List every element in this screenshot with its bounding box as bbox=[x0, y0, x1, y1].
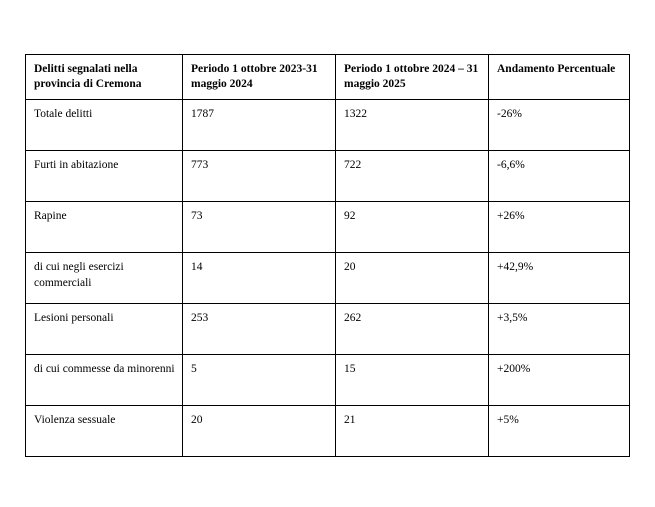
row-trend-value: -26% bbox=[489, 100, 630, 151]
row-period-1-value: 5 bbox=[183, 355, 336, 406]
row-label: Rapine bbox=[26, 202, 183, 253]
row-label: di cui negli esercizi commerciali bbox=[26, 253, 183, 304]
table-row bbox=[26, 253, 630, 304]
table-row bbox=[26, 100, 630, 151]
row-period-1-value: 20 bbox=[183, 406, 336, 457]
row-trend-value: +26% bbox=[489, 202, 630, 253]
table-header-row bbox=[26, 55, 630, 100]
crime-statistics-table-container bbox=[25, 54, 629, 457]
row-label: Totale delitti bbox=[26, 100, 183, 151]
table-header bbox=[26, 55, 630, 100]
row-label: Furti in abitazione bbox=[26, 151, 183, 202]
row-trend-value: +3,5% bbox=[489, 304, 630, 355]
row-label: di cui commesse da minorenni bbox=[26, 355, 183, 406]
table-body bbox=[26, 100, 630, 457]
row-period-2-value: 15 bbox=[336, 355, 489, 406]
row-label: Lesioni personali bbox=[26, 304, 183, 355]
row-period-1-value: 73 bbox=[183, 202, 336, 253]
row-period-2-value: 722 bbox=[336, 151, 489, 202]
row-trend-value: -6,6% bbox=[489, 151, 630, 202]
row-trend-value: +5% bbox=[489, 406, 630, 457]
row-label: Violenza sessuale bbox=[26, 406, 183, 457]
table-row bbox=[26, 355, 630, 406]
table-row bbox=[26, 151, 630, 202]
column-header-trend: Andamento Percentuale bbox=[489, 55, 630, 100]
row-period-1-value: 1787 bbox=[183, 100, 336, 151]
table-row bbox=[26, 202, 630, 253]
row-period-2-value: 20 bbox=[336, 253, 489, 304]
crime-statistics-table bbox=[25, 54, 630, 457]
column-header-period-2: Periodo 1 ottobre 2024 – 31 maggio 2025 bbox=[336, 55, 489, 100]
row-period-2-value: 262 bbox=[336, 304, 489, 355]
row-period-2-value: 21 bbox=[336, 406, 489, 457]
table-row bbox=[26, 406, 630, 457]
row-period-1-value: 773 bbox=[183, 151, 336, 202]
table-row bbox=[26, 304, 630, 355]
row-trend-value: +200% bbox=[489, 355, 630, 406]
row-period-1-value: 14 bbox=[183, 253, 336, 304]
row-period-1-value: 253 bbox=[183, 304, 336, 355]
row-period-2-value: 92 bbox=[336, 202, 489, 253]
row-period-2-value: 1322 bbox=[336, 100, 489, 151]
column-header-category: Delitti segnalati nella provincia di Cremona bbox=[26, 55, 183, 100]
column-header-period-1: Periodo 1 ottobre 2023-31 maggio 2024 bbox=[183, 55, 336, 100]
row-trend-value: +42,9% bbox=[489, 253, 630, 304]
